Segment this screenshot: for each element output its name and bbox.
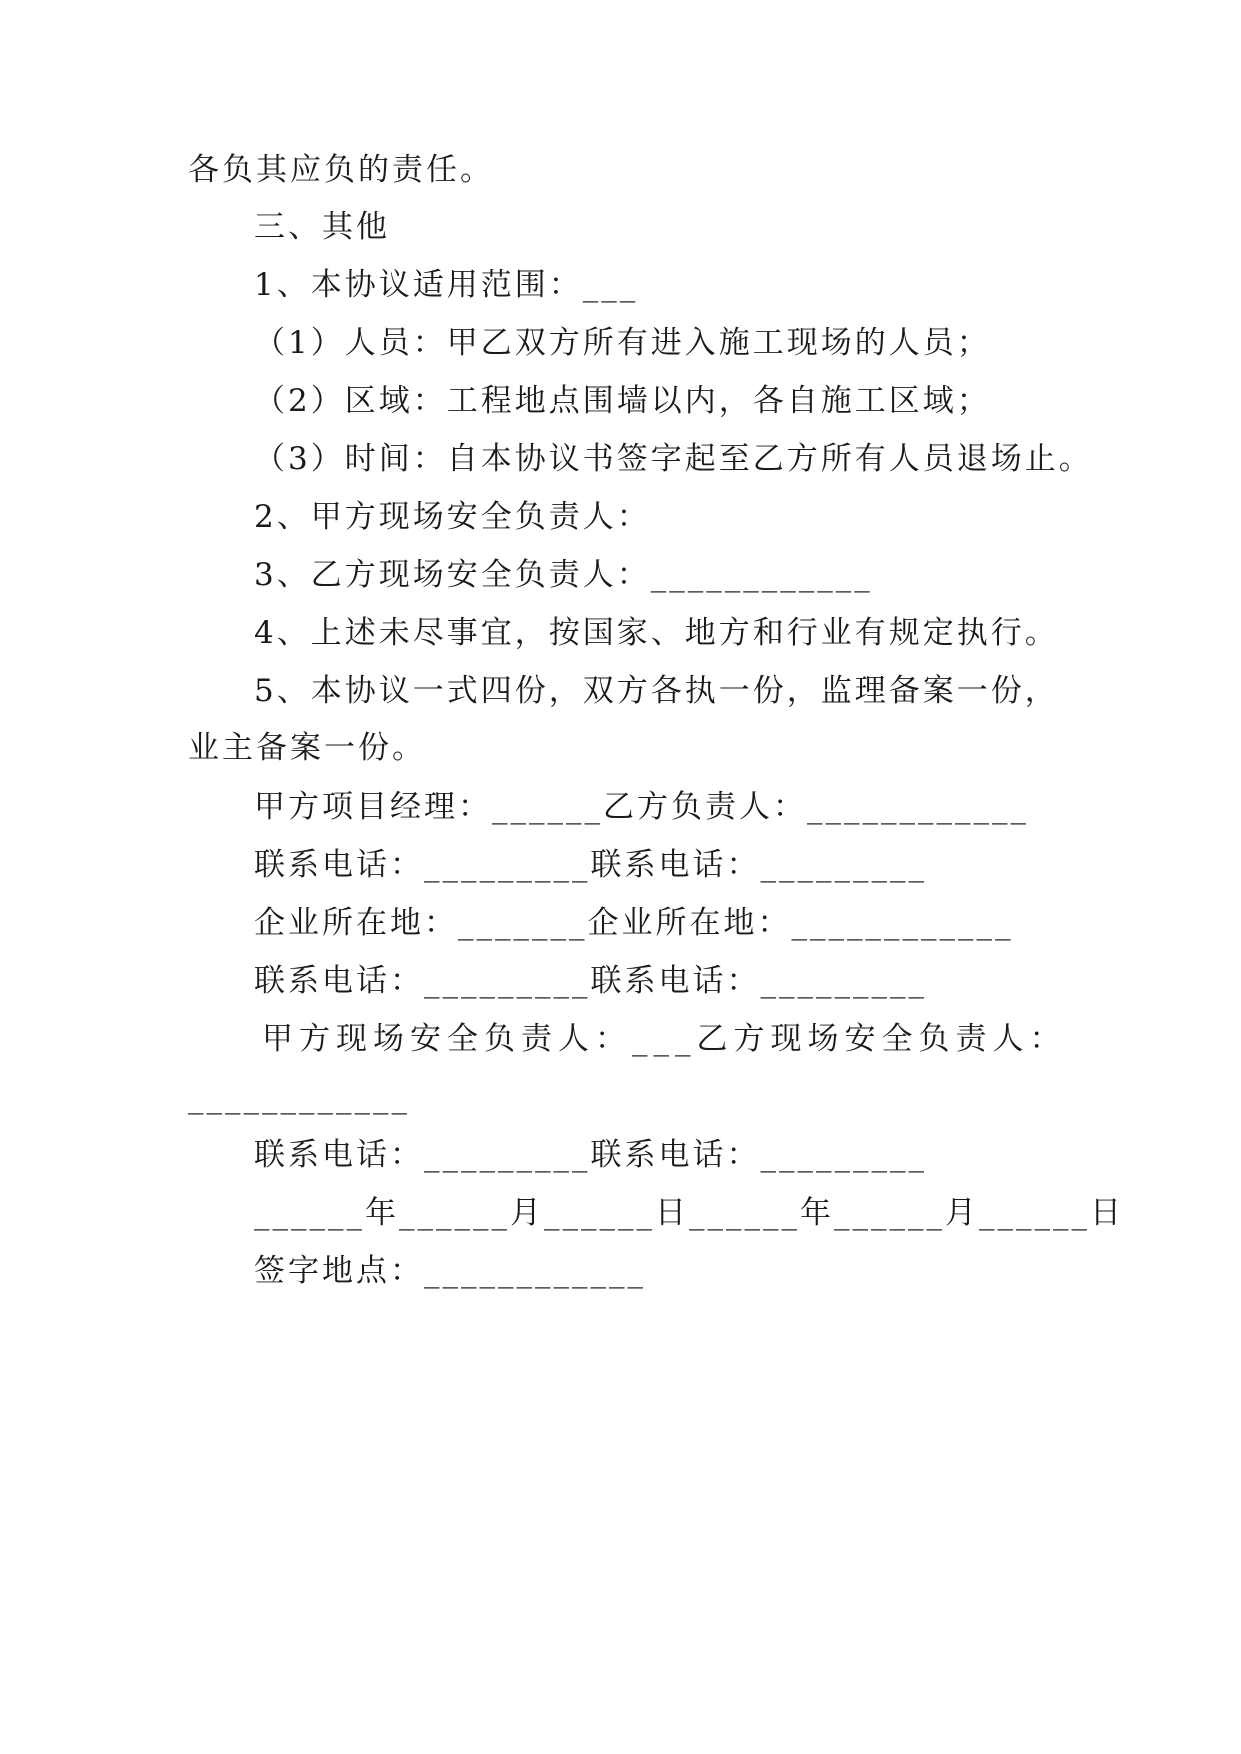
signature-date-row: ______年______月______日______年______月______日 [254,1195,1124,1231]
section-heading-other: 三、其他 [254,209,390,245]
signature-safety-officer-blank: ____________ [188,1079,410,1115]
signature-safety-officer-row: 甲方现场安全负责人：___乙方现场安全负责人： [262,1021,1067,1057]
clause-1-personnel: （1）人员：甲乙双方所有进入施工现场的人员； [254,325,991,361]
clause-1-scope: 1、本协议适用范围：___ [254,267,639,303]
signature-phone-row-3: 联系电话：_________联系电话：_________ [254,1137,927,1173]
signature-project-manager-row: 甲方项目经理：______乙方负责人：____________ [254,789,1029,825]
clause-1-time: （3）时间：自本协议书签字起至乙方所有人员退场止。 [254,441,1093,477]
clause-1-area: （2）区域：工程地点围墙以内，各自施工区域； [254,383,991,419]
signature-address-row: 企业所在地：_______企业所在地：____________ [254,905,1014,941]
clause-4-unresolved-matters: 4、上述未尽事宜，按国家、地方和行业有规定执行。 [254,615,1059,651]
paragraph-responsibility-end: 各负其应负的责任。 [188,152,494,188]
clause-3-party-b-safety: 3、乙方现场安全负责人：____________ [254,557,873,593]
signature-place-row: 签字地点：____________ [254,1253,646,1289]
clause-5-copies-continued: 业主备案一份。 [188,730,426,766]
clause-5-copies: 5、本协议一式四份，双方各执一份，监理备案一份， [254,673,1059,709]
signature-phone-row-1: 联系电话：_________联系电话：_________ [254,847,927,883]
signature-phone-row-2: 联系电话：_________联系电话：_________ [254,963,927,999]
clause-2-party-a-safety: 2、甲方现场安全负责人： [254,499,651,535]
